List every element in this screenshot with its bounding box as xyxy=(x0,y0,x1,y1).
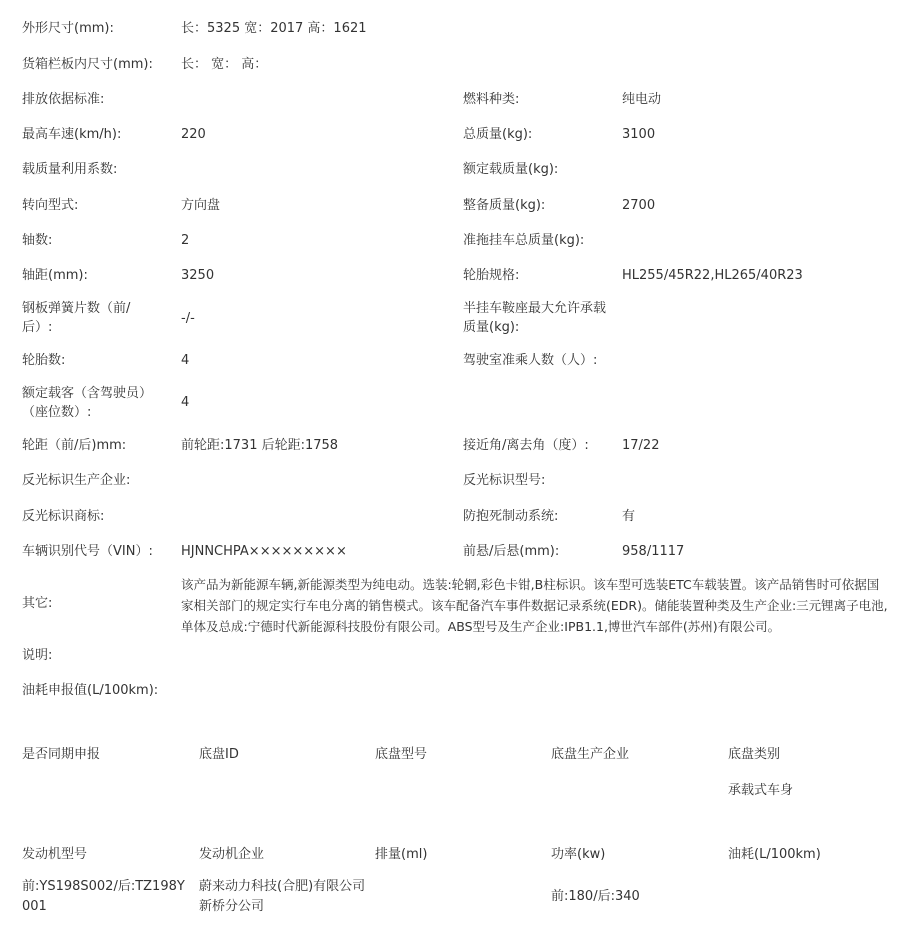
chassis-cell-type: 承载式车身 xyxy=(728,783,794,798)
axles-value: 2 xyxy=(181,233,190,248)
total-mass-value: 3100 xyxy=(622,127,656,142)
axles-label: 轴数: xyxy=(22,233,53,248)
chassis-header-concurrent: 是否同期申报 xyxy=(22,747,101,762)
abs-value: 有 xyxy=(622,509,636,524)
reflector-brand-label: 反光标识商标: xyxy=(22,509,105,524)
tire-spec-label: 轮胎规格: xyxy=(463,268,520,283)
chassis-header-maker: 底盘生产企业 xyxy=(551,747,630,762)
fuel-type-label: 燃料种类: xyxy=(463,92,520,107)
tire-count-label: 轮胎数: xyxy=(22,353,66,368)
engine-header-maker: 发动机企业 xyxy=(199,847,265,862)
emission-std-label: 排放依据标准: xyxy=(22,92,105,107)
saddle-load-label: 半挂车鞍座最大允许承载质量(kg): xyxy=(463,301,607,335)
chassis-header-id: 底盘ID xyxy=(199,747,239,762)
dimensions-value: 长：5325 宽：2017 高：1621 xyxy=(181,21,367,36)
curb-mass-label: 整备质量(kg): xyxy=(463,198,546,213)
cab-seats-label: 驾驶室准乘人数（人）: xyxy=(463,353,598,368)
angles-label: 接近角/离去角（度）: xyxy=(463,438,589,453)
reflector-model-label: 反光标识型号: xyxy=(463,473,546,488)
dimensions-label: 外形尺寸(mm): xyxy=(22,21,114,36)
engine-header-fuel: 油耗(L/100km) xyxy=(728,847,821,862)
engine-header-displacement: 排量(ml) xyxy=(375,847,428,862)
leaf-spring-label: 钢板弹簧片数（前/后）: xyxy=(22,301,131,335)
chassis-header-type: 底盘类别 xyxy=(728,747,781,762)
leaf-spring-value: -/- xyxy=(181,311,195,326)
engine-cell-power: 前:180/后:340 xyxy=(551,889,640,904)
curb-mass-value: 2700 xyxy=(622,198,656,213)
engine-cell-maker: 蔚来动力科技(合肥)有限公司新桥分公司 xyxy=(199,879,366,914)
wheelbase-label: 轴距(mm): xyxy=(22,268,88,283)
other-value: 该产品为新能源车辆,新能源类型为纯电动。选装:轮辋,彩色卡钳,B柱标识。该车型可选装ETC车载装置。该产品销售时可依据国家相关部门的规定实行车电分离的销售模式。该车配备汽车事件数据记录系统(EDR)。储能装置种类及生产企业:三元锂离子电池,单体及总成:宁德时代新能源科技股份有限公司。ABS型号及生产企业:IPB1.1,博世汽车部件(苏州)有限公司。 xyxy=(181,577,888,634)
tire-spec-value: HL255/45R22,HL265/40R23 xyxy=(622,268,803,283)
overhang-value: 958/1117 xyxy=(622,544,685,559)
engine-cell-model: 前:YS198S002/后:TZ198Y001 xyxy=(22,879,185,914)
passengers-value: 4 xyxy=(181,395,190,410)
engine-header-model: 发动机型号 xyxy=(22,847,88,862)
total-mass-label: 总质量(kg): xyxy=(463,127,533,142)
max-speed-value: 220 xyxy=(181,127,206,142)
fuel-type-value: 纯电动 xyxy=(622,92,662,107)
track-value: 前轮距:1731 后轮距:1758 xyxy=(181,438,339,453)
steering-value: 方向盘 xyxy=(181,198,221,213)
engine-header-power: 功率(kw) xyxy=(551,847,606,862)
vin-label: 车辆识别代号（VIN）: xyxy=(22,544,153,559)
cargo-dims-label: 货箱栏板内尺寸(mm): xyxy=(22,57,153,72)
other-label: 其它: xyxy=(22,596,53,611)
abs-label: 防抱死制动系统: xyxy=(463,509,559,524)
max-speed-label: 最高车速(km/h): xyxy=(22,127,122,142)
notes-label: 说明: xyxy=(22,648,53,663)
angles-value: 17/22 xyxy=(622,438,660,453)
chassis-header-model: 底盘型号 xyxy=(375,747,428,762)
trailer-mass-label: 准拖挂车总质量(kg): xyxy=(463,233,585,248)
passengers-label: 额定载客（含驾驶员）（座位数）: xyxy=(22,386,153,420)
tire-count-value: 4 xyxy=(181,353,190,368)
vin-value: HJNNCHPA××××××××× xyxy=(181,544,347,559)
track-label: 轮距（前/后)mm: xyxy=(22,438,127,453)
fuel-consumption-label: 油耗申报值(L/100km): xyxy=(22,683,159,698)
reflector-maker-label: 反光标识生产企业: xyxy=(22,473,131,488)
steering-label: 转向型式: xyxy=(22,198,79,213)
load-util-label: 载质量利用系数: xyxy=(22,162,118,177)
overhang-label: 前悬/后悬(mm): xyxy=(463,544,560,559)
rated-load-label: 额定载质量(kg): xyxy=(463,162,559,177)
cargo-dims-value: 长： 宽： 高： xyxy=(181,57,268,72)
wheelbase-value: 3250 xyxy=(181,268,215,283)
